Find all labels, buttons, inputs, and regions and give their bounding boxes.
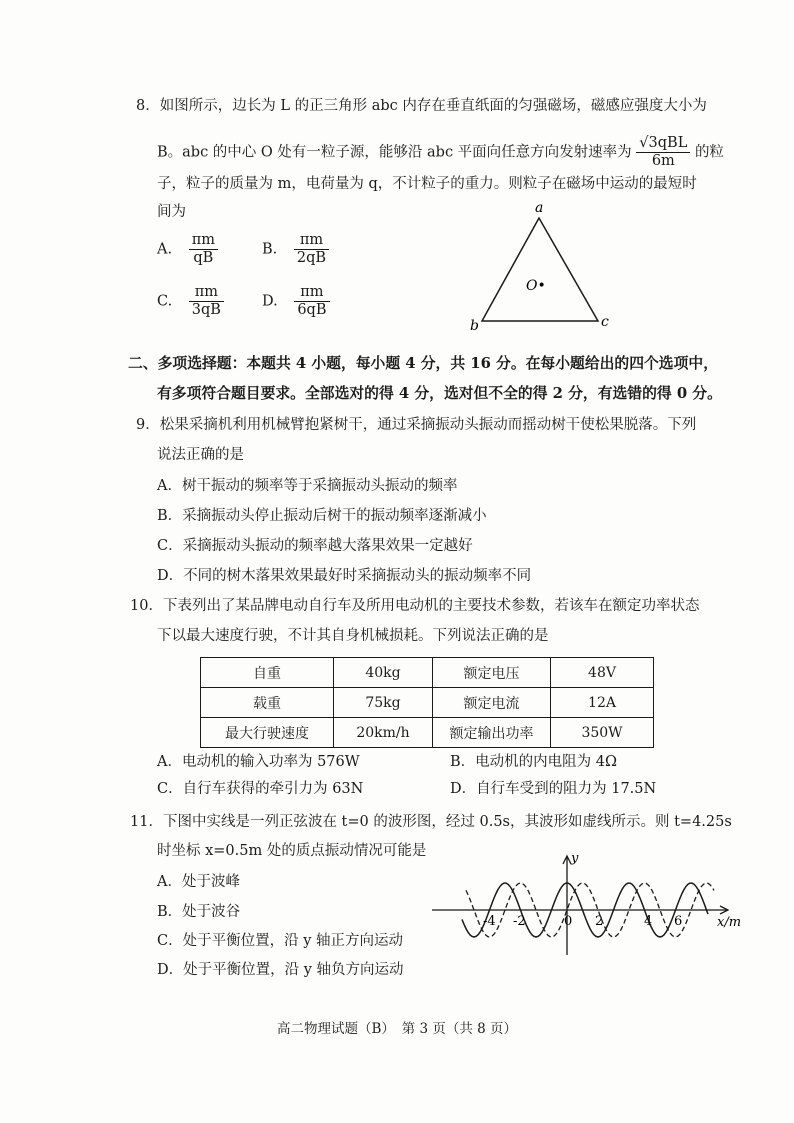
q8-line2: B。abc 的中心 O 处有一粒子源，能够沿 abc 平面向任意方向发射速率为 $\frac{\text{√3qBL}}{6m}$ 的粒 xyxy=(157,135,724,169)
table-cell: 350W xyxy=(551,718,654,748)
table-cell: 最大行驶速度 xyxy=(201,718,334,748)
q8-line3: 子，粒子的质量为 m，电荷量为 q，不计粒子的重力。则粒子在磁场中运动的最短时 xyxy=(157,176,697,192)
q9-option-c[interactable]: C．采摘振动头振动的频率越大落果效果一定越好 xyxy=(157,538,473,554)
q8-number: 8． xyxy=(136,98,160,114)
q8-line4: 间为 xyxy=(157,204,186,220)
table-cell: 额定输出功率 xyxy=(433,718,551,748)
q10-option-a[interactable]: A．电动机的输入功率为 576W xyxy=(157,754,360,770)
page-footer: 高二物理试题（B） 第 3 页（共 8 页） xyxy=(276,1021,517,1037)
q11-line1: 11．下图中实线是一列正弦波在 t=0 的波形图，经过 0.5s，其波形如虚线所示。则 t=4.25s xyxy=(130,814,732,830)
table-cell: 40kg xyxy=(334,658,433,688)
q11-wave-graph xyxy=(428,850,778,960)
q8-option-a[interactable]: A. $\frac{\pi m}{qB}$ xyxy=(157,232,218,267)
tick-label: -4 xyxy=(483,914,496,929)
tick-label: 4 xyxy=(644,914,653,929)
table-cell: 自重 xyxy=(201,658,334,688)
table-cell: 12A xyxy=(551,688,654,718)
q9-option-d[interactable]: D．不同的树木落果效果最好时采摘振动头的振动频率不同 xyxy=(157,568,532,584)
q10-line1: 10．下表列出了某品牌电动自行车及所用电动机的主要技术参数，若该车在额定功率状态 xyxy=(130,598,700,614)
table-cell: 20km/h xyxy=(334,718,433,748)
q8-triangle-figure xyxy=(460,198,620,334)
tick-label: 6 xyxy=(674,914,683,929)
table-cell: 48V xyxy=(551,658,654,688)
x-axis-label: x/m xyxy=(717,915,742,930)
table-cell: 75kg xyxy=(334,688,433,718)
tick-label: -2 xyxy=(513,914,526,929)
table-row xyxy=(201,718,654,748)
q10-number: 10． xyxy=(130,598,163,614)
table-cell: 额定电压 xyxy=(433,658,551,688)
section2-header-line1: 二、多项选择题：本题共 4 小题，每小题 4 分，共 16 分。在每小题给出的四个选项中， xyxy=(128,355,718,372)
q11-number: 11． xyxy=(130,814,163,830)
q9-number: 9． xyxy=(136,417,160,433)
vertex-c-label: c xyxy=(601,314,609,330)
q9-option-a[interactable]: A．树干振动的频率等于采摘振动头振动的频率 xyxy=(157,478,458,494)
q11-option-d[interactable]: D．处于平衡位置，沿 y 轴负方向运动 xyxy=(157,962,404,978)
triangle-abc xyxy=(482,218,598,321)
q8-line1: 8．如图所示，边长为 L 的正三角形 abc 内存在垂直纸面的匀强磁场，磁感应强度大小为 xyxy=(136,98,707,114)
vertex-a-label: a xyxy=(535,200,544,216)
q11-line2: 时坐标 x=0.5m 处的质点振动情况可能是 xyxy=(157,843,427,859)
table-row xyxy=(201,688,654,718)
q10-option-d[interactable]: D．自行车受到的阻力为 17.5N xyxy=(450,781,657,797)
table-row xyxy=(201,658,654,688)
q8-option-d[interactable]: D. $\frac{\pi m}{6qB}$ xyxy=(262,284,330,319)
section2-header-line2: 有多项符合题目要求。全部选对的得 4 分，选对但不全的得 2 分，有选错的得 0 分。 xyxy=(157,385,722,402)
vertex-b-label: b xyxy=(470,318,479,334)
table-cell: 载重 xyxy=(201,688,334,718)
q8-speed-fraction: $\frac{\text{√3qBL}}{6m}$ xyxy=(636,135,690,170)
tick-label: 0 xyxy=(564,914,573,929)
y-axis-label: y xyxy=(571,851,579,866)
q10-spec-table xyxy=(200,657,654,748)
tick-label: 2 xyxy=(595,914,604,929)
q10-option-b[interactable]: B．电动机的内电阻为 4Ω xyxy=(450,754,618,770)
q8-option-b[interactable]: B. $\frac{\pi m}{2qB}$ xyxy=(262,232,329,267)
q10-line2: 下以最大速度行驶，不计其自身机械损耗。下列说法正确的是 xyxy=(157,628,549,644)
q11-option-b[interactable]: B．处于波谷 xyxy=(157,904,241,920)
q9-line1: 9．松果采摘机利用机械臂抱紧树干，通过采摘振动头振动而摇动树干使松果脱落。下列 xyxy=(136,417,697,433)
q10-option-c[interactable]: C．自行车获得的牵引力为 63N xyxy=(157,781,364,797)
q9-line2: 说法正确的是 xyxy=(157,447,244,463)
q9-option-b[interactable]: B．采摘振动头停止振动后树干的振动频率逐渐减小 xyxy=(157,508,487,524)
q8-option-c[interactable]: C. $\frac{\pi m}{3qB}$ xyxy=(157,284,224,319)
q11-option-c[interactable]: C．处于平衡位置，沿 y 轴正方向运动 xyxy=(157,933,404,949)
q11-option-a[interactable]: A．处于波峰 xyxy=(157,874,240,890)
table-cell: 额定电流 xyxy=(433,688,551,718)
center-o-label: O• xyxy=(526,278,546,294)
